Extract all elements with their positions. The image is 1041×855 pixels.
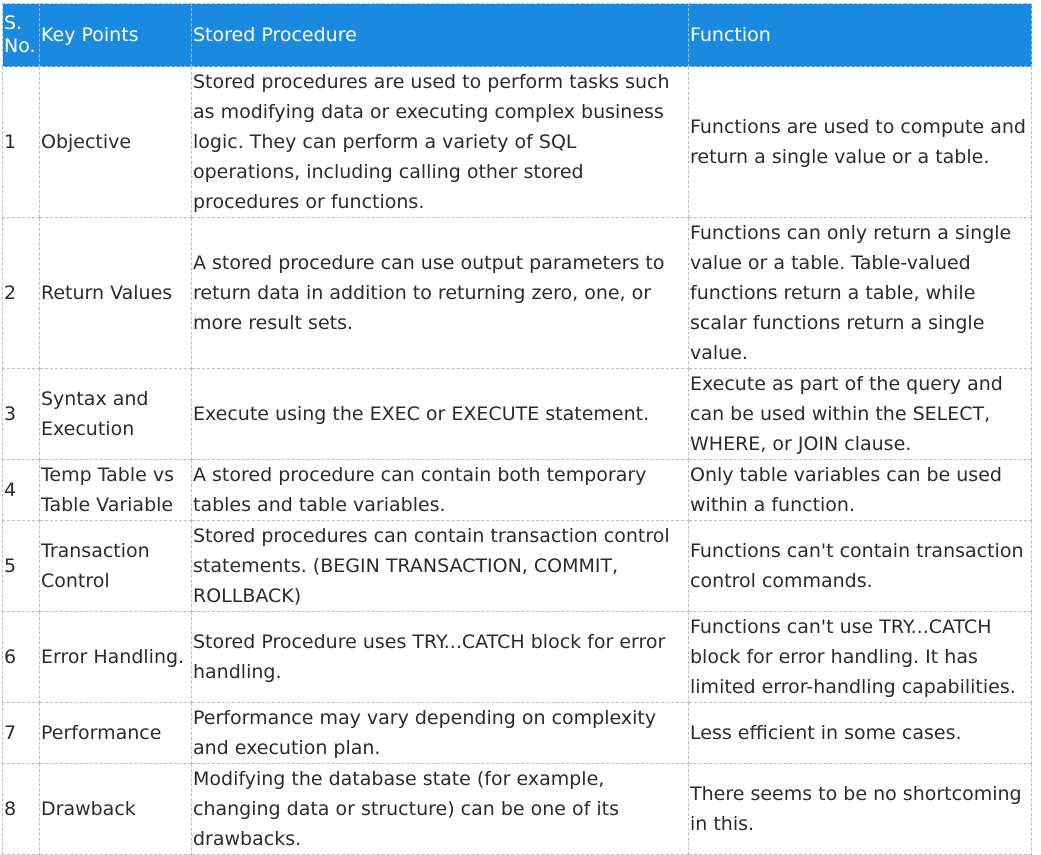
- comparison-table: [2, 3, 1032, 855]
- cell-key-point: Transaction Control: [40, 521, 192, 612]
- cell-sno: 3: [3, 369, 40, 460]
- cell-function: Functions can't contain transaction control commands.: [689, 521, 1032, 612]
- cell-function: Functions are used to compute and return a single value or a table.: [689, 67, 1032, 218]
- header-sno: S. No.: [3, 4, 40, 67]
- cell-key-point: Error Handling.: [40, 612, 192, 703]
- cell-key-point: Temp Table vs Table Variable: [40, 460, 192, 521]
- cell-sno: 4: [3, 460, 40, 521]
- header-row: [3, 4, 1032, 67]
- table-row: [3, 460, 1032, 521]
- cell-stored-procedure: Performance may vary depending on complexity and execution plan.: [192, 703, 689, 764]
- cell-sno: 7: [3, 703, 40, 764]
- cell-stored-procedure: A stored procedure can contain both temporary tables and table variables.: [192, 460, 689, 521]
- cell-stored-procedure: Modifying the database state (for example, changing data or structure) can be one of its drawbacks.: [192, 764, 689, 855]
- table-row: [3, 521, 1032, 612]
- table-row: [3, 369, 1032, 460]
- cell-function: Less efficient in some cases.: [689, 703, 1032, 764]
- cell-stored-procedure: Stored procedures are used to perform tasks such as modifying data or executing complex business logic. They can perform a variety of SQL operations, including calling other stored procedures or functions.: [192, 67, 689, 218]
- cell-function: Functions can't use TRY...CATCH block for error handling. It has limited error-handling capabilities.: [689, 612, 1032, 703]
- cell-function: Execute as part of the query and can be used within the SELECT, WHERE, or JOIN clause.: [689, 369, 1032, 460]
- cell-function: Only table variables can be used within a function.: [689, 460, 1032, 521]
- cell-stored-procedure: Stored Procedure uses TRY...CATCH block for error handling.: [192, 612, 689, 703]
- table-row: [3, 703, 1032, 764]
- cell-key-point: Performance: [40, 703, 192, 764]
- cell-sno: 8: [3, 764, 40, 855]
- cell-function: Functions can only return a single value or a table. Table-valued functions return a table, while scalar functions return a single value.: [689, 218, 1032, 369]
- header-function: Function: [689, 4, 1032, 67]
- header-stored-procedure: Stored Procedure: [192, 4, 689, 67]
- table-row: [3, 67, 1032, 218]
- cell-sno: 6: [3, 612, 40, 703]
- cell-key-point: Syntax and Execution: [40, 369, 192, 460]
- header-key-points: Key Points: [40, 4, 192, 67]
- cell-stored-procedure: Stored procedures can contain transaction control statements. (BEGIN TRANSACTION, COMMIT, ROLLBACK): [192, 521, 689, 612]
- cell-stored-procedure: Execute using the EXEC or EXECUTE statement.: [192, 369, 689, 460]
- cell-stored-procedure: A stored procedure can use output parameters to return data in addition to returning zero, one, or more result sets.: [192, 218, 689, 369]
- table-row: [3, 764, 1032, 855]
- table-row: [3, 218, 1032, 369]
- cell-key-point: Return Values: [40, 218, 192, 369]
- table-row: [3, 612, 1032, 703]
- cell-sno: 5: [3, 521, 40, 612]
- cell-sno: 2: [3, 218, 40, 369]
- cell-sno: 1: [3, 67, 40, 218]
- cell-key-point: Drawback: [40, 764, 192, 855]
- cell-key-point: Objective: [40, 67, 192, 218]
- cell-function: There seems to be no shortcoming in this.: [689, 764, 1032, 855]
